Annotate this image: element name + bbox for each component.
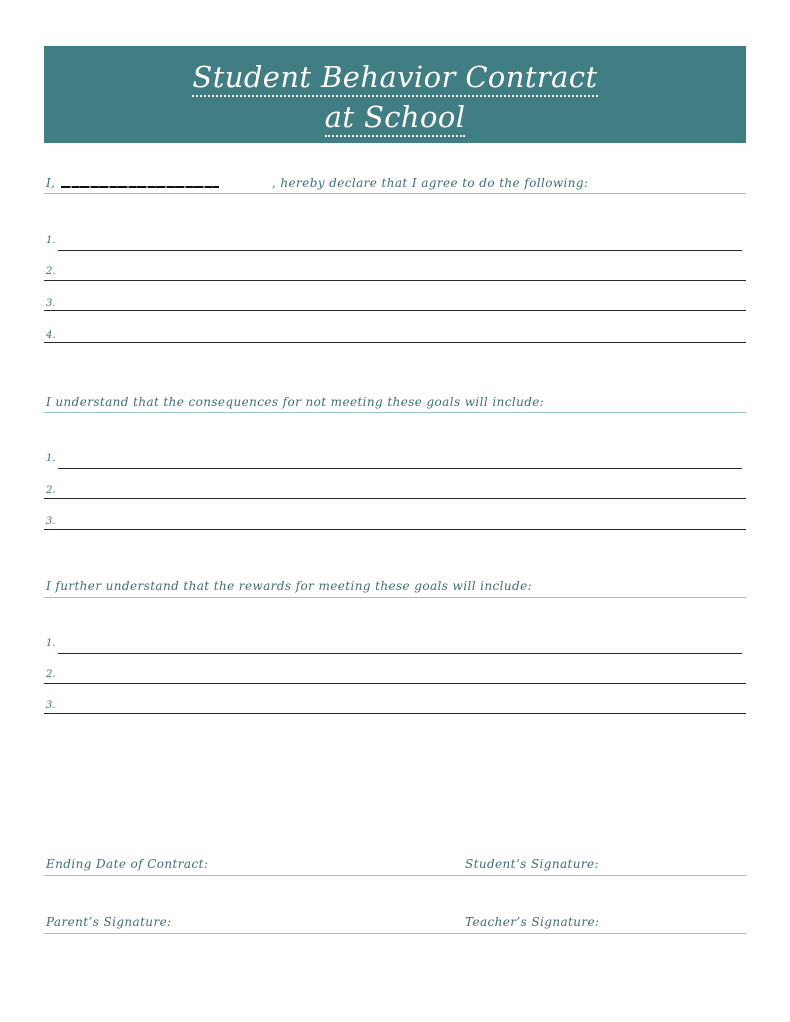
goal-number: 1. <box>46 235 56 246</box>
student-signature-label: Student’s Signature: <box>465 857 599 871</box>
consequence-line[interactable] <box>58 468 742 469</box>
parent-signature-label: Parent’s Signature: <box>46 915 172 929</box>
consequences-heading: I understand that the consequences for not meeting these goals will include: <box>46 395 545 409</box>
goal-line[interactable] <box>44 280 746 281</box>
title-line-1: Student Behavior Contract <box>192 60 597 97</box>
consequence-number: 3. <box>46 516 56 527</box>
student-name-field[interactable] <box>61 186 219 188</box>
title-banner <box>44 46 746 143</box>
declaration-prefix: I, <box>46 176 56 190</box>
consequence-number: 1. <box>46 453 56 464</box>
reward-line[interactable] <box>44 683 746 684</box>
consequence-line[interactable] <box>44 498 746 499</box>
reward-line[interactable] <box>58 653 742 654</box>
ending-date-label: Ending Date of Contract: <box>46 857 209 871</box>
signature-row-1-rule[interactable] <box>44 875 746 876</box>
goal-line[interactable] <box>44 342 746 343</box>
signature-row-2-rule[interactable] <box>44 933 746 934</box>
declaration-suffix: , hereby declare that I agree to do the following: <box>272 176 589 190</box>
reward-number: 1. <box>46 638 56 649</box>
consequence-line[interactable] <box>44 529 746 530</box>
goal-number: 4. <box>46 330 56 341</box>
rewards-heading: I further understand that the rewards for meeting these goals will include: <box>46 579 533 593</box>
rewards-rule <box>44 597 746 598</box>
reward-number: 2. <box>46 669 56 680</box>
goal-number: 3. <box>46 298 56 309</box>
goal-line[interactable] <box>58 250 742 251</box>
teacher-signature-label: Teacher’s Signature: <box>465 915 600 929</box>
title-line-2: at School <box>325 100 466 137</box>
consequence-number: 2. <box>46 485 56 496</box>
declaration-rule <box>44 193 746 194</box>
reward-number: 3. <box>46 700 56 711</box>
consequences-rule <box>44 412 746 413</box>
reward-line[interactable] <box>44 713 746 714</box>
goal-line[interactable] <box>44 310 746 311</box>
goal-number: 2. <box>46 266 56 277</box>
